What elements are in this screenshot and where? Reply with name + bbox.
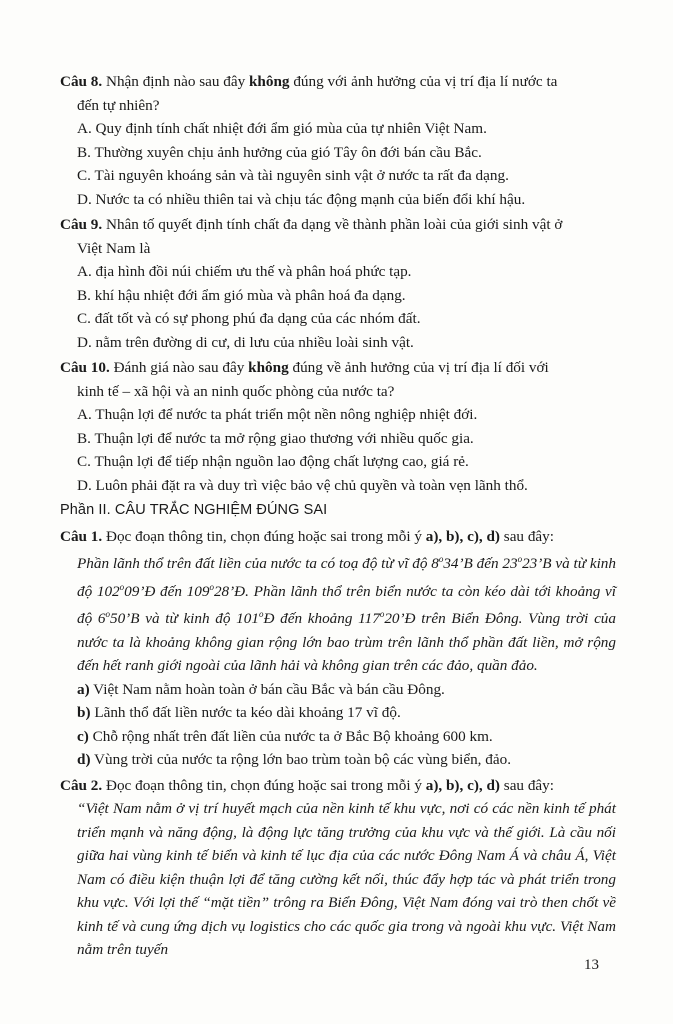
- question-10-stem: Câu 10. Đánh giá nào sau đây không đúng về ảnh hưởng của vị trí địa lí đối với: [60, 359, 549, 376]
- part2-question-1: [60, 525, 616, 772]
- question-10: [60, 356, 616, 497]
- statement-a: a) Việt Nam nằm hoàn toàn ở bán cầu Bắc và bán cầu Đông.: [77, 680, 445, 698]
- question-9-stem: Câu 9. Nhân tố quyết định tính chất đa dạng về thành phần loài của giới sinh vật ở: [60, 216, 563, 233]
- question-label: Câu 9.: [60, 216, 103, 233]
- question-label: Câu 8.: [60, 73, 103, 90]
- option-b: B. Thuận lợi để nước ta mở rộng giao thương với nhiều quốc gia.: [77, 429, 474, 447]
- page-content: [60, 70, 616, 964]
- option-a: A. Quy định tính chất nhiệt đới ẩm gió mùa của tự nhiên Việt Nam.: [77, 120, 487, 137]
- question-9: [60, 213, 616, 354]
- option-b: B. khí hậu nhiệt đới ẩm gió mùa và phân hoá đa dạng.: [77, 286, 406, 304]
- page-number: 13: [584, 957, 599, 973]
- option-a: A. địa hình đồi núi chiếm ưu thế và phân hoá phức tạp.: [77, 263, 412, 280]
- part2-question-2: [60, 774, 616, 962]
- statement-c: c) Chỗ rộng nhất trên đất liền của nước ta ở Bắc Bộ khoảng 600 km.: [77, 727, 493, 745]
- question-8: [60, 70, 616, 211]
- option-a: A. Thuận lợi để nước ta phát triển một nền nông nghiệp nhiệt đới.: [77, 406, 478, 423]
- question-8-stem: Câu 8. Nhận định nào sau đây không đúng với ảnh hưởng của vị trí địa lí nước ta: [60, 73, 558, 90]
- option-c: C. Thuận lợi để tiếp nhận nguồn lao động chất lượng cao, giá rẻ.: [77, 453, 469, 470]
- part2-question-1-stem: Câu 1. Đọc đoạn thông tin, chọn đúng hoặc sai trong mỗi ý a), b), c), d) sau đây:: [60, 527, 554, 545]
- option-d: D. Nước ta có nhiều thiên tai và chịu tác động mạnh của biến đổi khí hậu.: [77, 190, 526, 208]
- question-10-stem-cont: kinh tế – xã hội và an ninh quốc phòng của nước ta?: [77, 382, 395, 400]
- passage: “Việt Nam nằm ở vị trí huyết mạch của nền kinh tế khu vực, nơi có các nền kinh tế phát triển mạnh và năng động, là động lực tăng trưởng của khu vực và thế giới. Là cầu nối giữa hai vùng kinh tế biển và kinh tế lục địa của các nước Đông Nam Á và châu Á, Việt Nam có điều kiện thuận lợi để tăng cường kết nối, thúc đẩy hợp tác và phát triển trong khu vực. Với lợi thế “mặt tiền” trông ra Biển Đông, Việt Nam đóng vai trò then chốt về kinh tế và cung ứng dịch vụ logistics cho các quốc gia trong và ngoài khu vực. Việt Nam nằm trên tuyến: [77, 800, 616, 959]
- question-label: Câu 2.: [60, 776, 103, 794]
- question-8-stem-cont: đến tự nhiên?: [77, 96, 160, 114]
- option-c: C. đất tốt và có sự phong phú đa dạng của các nhóm đất.: [77, 310, 421, 327]
- statement-b: b) Lãnh thổ đất liền nước ta kéo dài khoảng 17 vĩ độ.: [77, 704, 401, 722]
- question-9-stem-cont: Việt Nam là: [77, 239, 151, 257]
- section-title: Phần II. CÂU TRẮC NGHIỆM ĐÚNG SAI: [60, 502, 328, 518]
- option-d: D. Luôn phải đặt ra và duy trì việc bảo vệ chủ quyền và toàn vẹn lãnh thổ.: [77, 476, 528, 494]
- option-c: C. Tài nguyên khoáng sản và tài nguyên sinh vật ở nước ta rất đa dạng.: [77, 167, 509, 184]
- option-d: D. nằm trên đường di cư, di lưu của nhiều loài sinh vật.: [77, 333, 414, 351]
- option-b: B. Thường xuyên chịu ảnh hưởng của gió Tây ôn đới bán cầu Bắc.: [77, 143, 482, 161]
- question-label: Câu 1.: [60, 527, 103, 545]
- question-label: Câu 10.: [60, 359, 110, 376]
- part2-question-2-stem: Câu 2. Đọc đoạn thông tin, chọn đúng hoặc sai trong mỗi ý a), b), c), d) sau đây:: [60, 776, 554, 794]
- statement-d: d) Vùng trời của nước ta rộng lớn bao trùm toàn bộ các vùng biển, đảo.: [77, 751, 512, 769]
- passage: Phần lãnh thổ trên đất liền của nước ta có toạ độ từ vĩ độ 8$^o$34’B đến 23$^o$23’B và từ kinh độ 102$^o$09’Đ đến 109$^o$28’Đ. Phần lãnh thổ trên biển nước ta còn kéo dài tới khoảng vĩ độ 6$^o$50’B và từ kinh độ 101$^o$Đ đến khoảng 117$^o$20’Đ trên Biển Đông. Vùng trời của nước ta là khoảng không gian rộng lớn bao trùm trên lãnh thổ phần đất liền, mở rộng đến hết ranh giới ngoài của lãnh hải và không gian trên các đảo, quần đảo.: [77, 554, 616, 675]
